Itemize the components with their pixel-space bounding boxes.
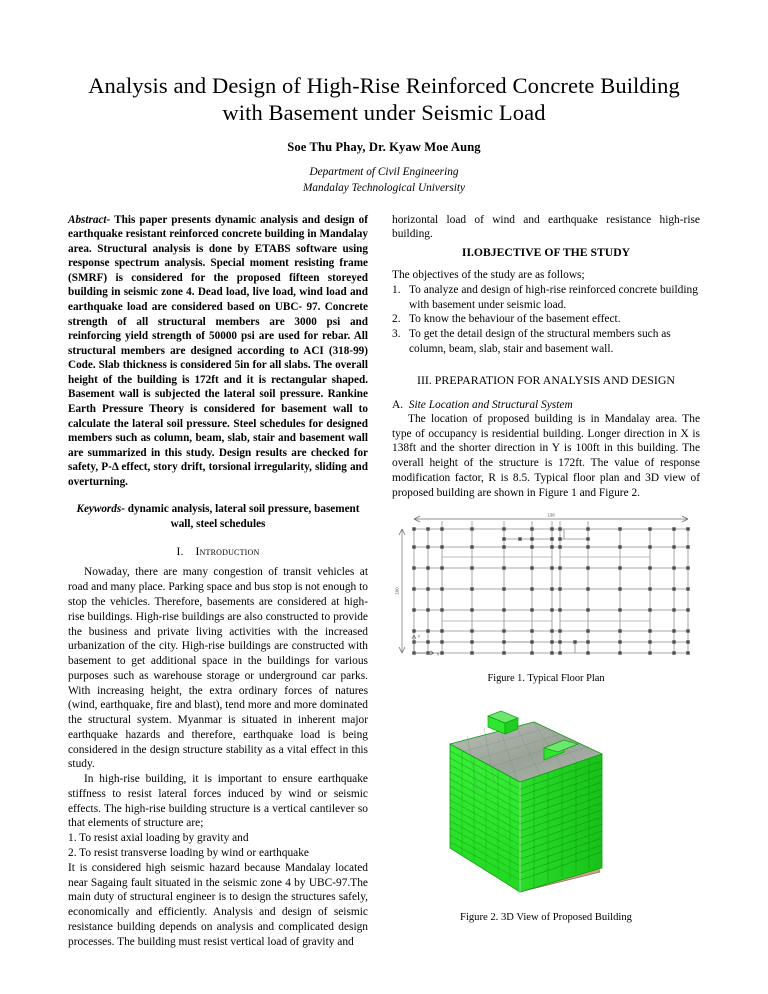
dimension-x-label: 138: [547, 512, 555, 518]
left-column: [68, 213, 368, 950]
objective-list: [392, 283, 700, 357]
core-walls: [504, 529, 588, 653]
building-3d-svg: [392, 696, 700, 906]
abstract-lead: Abstract-: [68, 213, 111, 226]
figure-2: [392, 696, 700, 923]
list-item-number: 2.: [392, 313, 401, 326]
figure-1-caption: Figure 1. Typical Floor Plan: [487, 673, 605, 685]
body-columns: [68, 213, 700, 950]
keywords-paragraph: [68, 502, 368, 531]
structure-element-list: [68, 831, 368, 861]
list-item-text: To know the behaviour of the basement effect.: [409, 313, 621, 326]
affiliation: [68, 164, 700, 197]
grid-lines-vertical: [414, 521, 688, 653]
dimension-y-label: 100: [394, 587, 400, 596]
figure-1: [392, 509, 700, 684]
list-item-text: To analyze and design of high-rise reinforced concrete building with basement under seismic load.: [409, 283, 698, 311]
list-item: [392, 283, 700, 313]
building-3d-render: [392, 696, 700, 906]
list-item: [392, 327, 700, 357]
page-title: Analysis and Design of High-Rise Reinforced Concrete Building with Basement under Seismic Load: [88, 73, 680, 126]
roof-penthouse-left: [488, 711, 518, 734]
abstract-paragraph: [68, 213, 368, 490]
floor-plan-svg: [392, 509, 700, 669]
abstract-body: This paper presents dynamic analysis and design of earthquake resistant reinforced concrete building in Mandalay area. Structural analysis is done by ETABS software using response spectrum analysis. Special moment resisting frame (SMRF) is considered for the proposed fifteen storeyed building in seismic zone 4. Dead load, live load, wind load and earthquake load are considered based on UBC- 97. Concrete strength of all structural members are 3000 psi and reinforcing yield strength of 50000 psi are used for rebar. All structural members are designed according to ACI (318-99) Code. Slab thickness is considered 5in for all slabs. The overall height of the building is 172ft and it is rectangular shaped. Basement wall is subjected the lateral soil pressure. Rankine Earth Pressure Theory is considered for basement wall to calculate the lateral soil pressure. Steel schedules for designed members such as column, beam, slab, stair and basement wall are summarized in this study. Design results are checked for safety, P-Δ effect, story drift, torsional irregularity, sliding and overturning.: [68, 213, 368, 488]
column-nodes: [412, 528, 689, 655]
objective-intro: The objectives of the study are as follows;: [392, 269, 585, 282]
intro-paragraph-1: Nowaday, there are many congestion of transit vehicles at road and many place. Parking space and bus stop is not enough to stop the vehicles. Therefore, basements are considered at high-rise buildings. High-rise buildings are also constructed to provide the business and private living activities with the increased urbanization of the city. High-rise buildings are constructed with basement to get additional space in the buildings for various purposes such as warehouse storage or underground car parks. With increasing height, the extra ordinary forces of natures (wind, earthquake, fire and blast), tend more and more dominated the structural system. Myanmar is situated in inherent major earthquake hazards and therefore, earthquake load is being considered in the design structure stability as a vital effect in this study.: [68, 566, 368, 771]
list-item-text: To get the detail design of the structural members such as column, beam, slab, stair and basement wall.: [409, 328, 671, 355]
section-heading-preparation: III. PREPARATION FOR ANALYSIS AND DESIGN: [416, 372, 675, 387]
list-item: 1. To resist axial loading by gravity and: [68, 832, 249, 845]
intro-continuation: horizontal load of wind and earthquake resistance high-rise building.: [392, 213, 700, 241]
list-item-number: 1.: [392, 283, 401, 296]
subsection-heading-site-location: [392, 399, 700, 411]
title-block: [68, 0, 700, 197]
subsection-letter: A.: [392, 398, 404, 411]
intro-paragraph-2: In high-rise building, it is important to ensure earthquake stiffness to resist lateral forces induced by wind or seismic effects. The high-rise building structure is a vertical cantilever so that elements of structure are;: [68, 773, 368, 830]
affiliation-department: Department of Civil Engineering: [309, 165, 459, 178]
author-list: Soe Thu Phay, Dr. Kyaw Moe Aung: [287, 139, 481, 154]
section-heading-introduction: I. Introduction: [176, 545, 260, 559]
subsection-title: Site Location and Structural System: [408, 398, 573, 411]
list-item: [392, 312, 700, 327]
intro-paragraph-3: It is considered high seismic hazard because Mandalay located near Sagaing fault situated in the seismic zone 4 by UBC-97.The main duty of structural engineer is to design the structures safely, economically and efficiently. Analysis and design of seismic resistance building depends on analysis and complicated design processes. The building must resist vertical load of gravity and: [68, 861, 368, 948]
preparation-paragraph: The location of proposed building is in Mandalay area. The type of occupancy is residential building. Longer direction in X is 138ft and the shorter direction in Y is 100ft in this building. The overall height of the structure is 172ft. The value of response modification factor, R is 8.5. Typical floor plan and 3D view of proposed building are shown in Figure 1 and Figure 2.: [392, 412, 700, 499]
list-item-number: 3.: [392, 328, 401, 341]
section-heading-objective: II.OBJECTIVE OF THE STUDY: [461, 246, 631, 260]
affiliation-university: Mandalay Technological University: [302, 182, 466, 195]
list-item: 2. To resist transverse loading by wind or earthquake: [68, 846, 309, 859]
figure-2-caption: Figure 2. 3D View of Proposed Building: [460, 912, 632, 924]
axis-y-label: Y: [417, 634, 421, 640]
keywords-body: dynamic analysis, lateral soil pressure, basement wall, steel schedules: [124, 503, 360, 530]
keywords-lead: Keywords-: [76, 503, 125, 516]
dimension-y: [399, 529, 405, 653]
floor-plan-drawing: [392, 509, 700, 669]
right-column: [392, 213, 700, 950]
axis-x-label: X: [436, 651, 440, 657]
